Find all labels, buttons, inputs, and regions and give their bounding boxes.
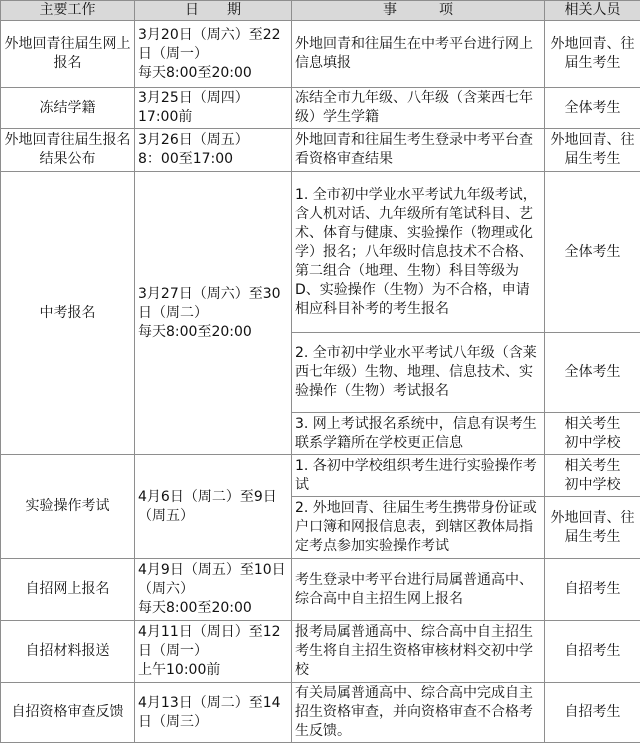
people-cell: 外地回青、往届生考生 <box>545 497 640 559</box>
table-row <box>1 21 640 88</box>
header-work: 主要工作 <box>1 1 135 21</box>
table-row <box>1 129 640 172</box>
header-date: 日 期 <box>135 1 292 21</box>
item-cell: 冻结全市九年级、八年级（含莱西七年级）学生学籍 <box>292 88 545 129</box>
people-cell: 自招考生 <box>545 559 640 621</box>
date-cell: 4月11日（周日）至12日（周一） 上午10:00前 <box>135 621 292 683</box>
item-cell: 1. 各初中学校组织考生进行实验操作考试 <box>292 455 545 497</box>
work-cell: 自招网上报名 <box>1 559 135 621</box>
item-cell: 考生登录中考平台进行局属普通高中、综合高中自主招生网上报名 <box>292 559 545 621</box>
people-cell: 自招考生 <box>545 621 640 683</box>
header-item: 事 项 <box>292 1 545 21</box>
table-row <box>1 88 640 129</box>
date-cell: 3月20日（周六）至22日（周一） 每天8:00至20:00 <box>135 21 292 88</box>
item-cell: 外地回青和往届生在中考平台进行网上信息填报 <box>292 21 545 88</box>
table-row <box>1 455 640 497</box>
people-cell: 相关考生 初中学校 <box>545 455 640 497</box>
date-cell: 4月9日（周五）至10日（周六） 每天8:00至20:00 <box>135 559 292 621</box>
date-cell: 3月25日（周四） 17:00前 <box>135 88 292 129</box>
work-cell: 自招资格审查反馈 <box>1 683 135 743</box>
work-cell: 实验操作考试 <box>1 455 135 559</box>
people-cell: 全体考生 <box>545 88 640 129</box>
header-people: 相关人员 <box>545 1 640 21</box>
item-cell: 2. 外地回青、往届生考生携带身份证或户口簿和网报信息表，到辖区教体局指定考点参加实验操作考试 <box>292 497 545 559</box>
item-cell: 1. 全市初中学业水平考试九年级考试，含人机对话、九年级所有笔试科目、艺术、体育与健康、实验操作（物理或化学）报名；八年级时信息技术不合格、第二组合（地理、生物）科目等级为D、实验操作（生物）为不合格，申请相应科目补考的考生报名 <box>292 172 545 333</box>
table-row <box>1 172 640 333</box>
item-cell: 外地回青和往届生考生登录中考平台查看资格审查结果 <box>292 129 545 172</box>
header-row <box>1 1 640 21</box>
people-cell: 全体考生 <box>545 172 640 333</box>
work-cell: 自招材料报送 <box>1 621 135 683</box>
date-cell: 3月26日（周五） 8：00至17:00 <box>135 129 292 172</box>
table-row <box>1 621 640 683</box>
people-cell: 外地回青、往届生考生 <box>545 129 640 172</box>
item-cell: 报考局属普通高中、综合高中自主招生考生将自主招生资格审核材料交初中学校 <box>292 621 545 683</box>
table-row <box>1 683 640 743</box>
people-cell: 相关考生 初中学校 <box>545 413 640 455</box>
people-cell: 全体考生 <box>545 333 640 413</box>
people-cell: 自招考生 <box>545 683 640 743</box>
item-cell: 2. 全市初中学业水平考试八年级（含莱西七年级）生物、地理、信息技术、实验操作（生物）考试报名 <box>292 333 545 413</box>
work-cell: 冻结学籍 <box>1 88 135 129</box>
item-cell: 有关局属普通高中、综合高中完成自主招生资格审查，并向资格审查不合格考生反馈。 <box>292 683 545 743</box>
work-cell: 外地回青往届生报名结果公布 <box>1 129 135 172</box>
work-cell: 中考报名 <box>1 172 135 455</box>
date-cell: 3月27日（周六）至30日（周二） 每天8:00至20:00 <box>135 172 292 455</box>
table-row <box>1 559 640 621</box>
date-cell: 4月6日（周二）至9日（周五） <box>135 455 292 559</box>
people-cell: 外地回青、往届生考生 <box>545 21 640 88</box>
date-cell: 4月13日（周二）至14日（周三） <box>135 683 292 743</box>
work-cell: 外地回青往届生网上报名 <box>1 21 135 88</box>
item-cell: 3. 网上考试报名系统中，信息有误考生联系学籍所在学校更正信息 <box>292 413 545 455</box>
